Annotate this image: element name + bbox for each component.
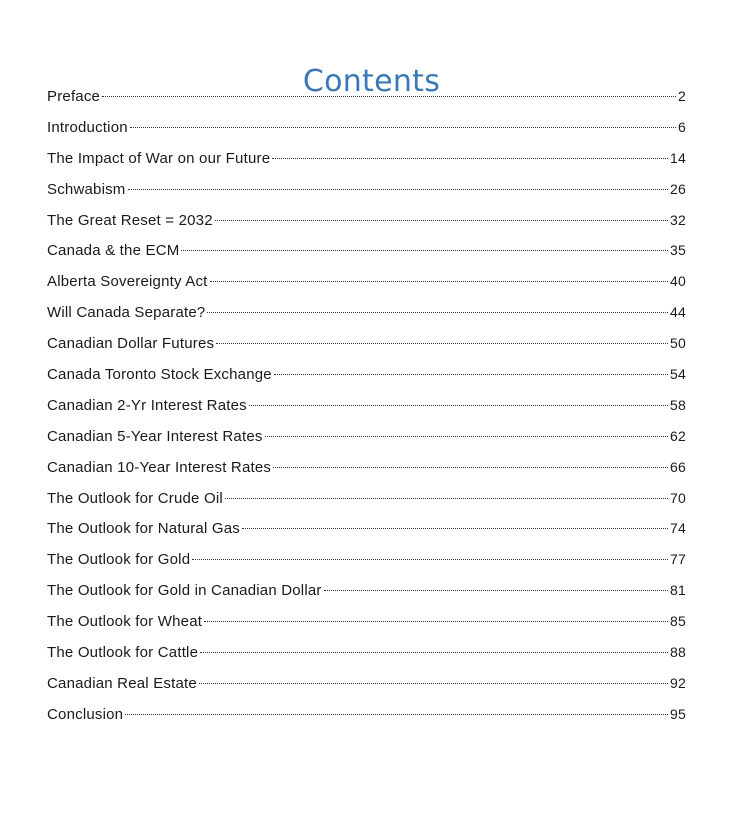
toc-entry-canadian-dollar-futures[interactable] [47, 332, 686, 363]
toc-entry-page-number: 58 [670, 396, 686, 413]
toc-entry-page-number: 35 [670, 242, 686, 259]
dot-leader [181, 250, 668, 251]
toc-entry-great-reset[interactable] [47, 209, 686, 240]
toc-entry-gold-canadian-dollar[interactable] [47, 579, 686, 610]
toc-entry-label: The Impact of War on our Future [47, 149, 271, 167]
toc-entry-label: Canada & the ECM [47, 242, 180, 260]
toc-entry-label: Conclusion [47, 705, 124, 723]
dot-leader [102, 96, 676, 97]
dot-leader [200, 652, 668, 653]
toc-entry-canadian-real-estate[interactable] [47, 672, 686, 703]
toc-entry-crude-oil[interactable] [47, 487, 686, 518]
toc-entry-label: The Outlook for Gold [47, 551, 191, 569]
toc-entry-page-number: 32 [670, 211, 686, 228]
toc-entry-label: Preface [47, 88, 101, 105]
toc-entry-2yr-interest-rates[interactable] [47, 394, 686, 425]
toc-entry-label: Canadian Real Estate [47, 674, 197, 692]
dot-leader [130, 127, 676, 128]
toc-entry-label: Introduction [47, 118, 128, 136]
table-of-contents [47, 85, 686, 734]
dot-leader [204, 621, 668, 622]
toc-entry-will-canada-separate[interactable] [47, 301, 686, 332]
dot-leader [272, 158, 668, 159]
toc-entry-page-number: 70 [670, 489, 686, 506]
dot-leader [216, 343, 668, 344]
toc-entry-label: The Outlook for Wheat [47, 613, 203, 631]
toc-entry-page-number: 85 [670, 613, 686, 630]
toc-entry-page-number: 14 [670, 149, 686, 166]
toc-entry-page-number: 92 [670, 674, 686, 691]
toc-entry-page-number: 66 [670, 458, 686, 475]
toc-entry-page-number: 62 [670, 427, 686, 444]
toc-entry-page-number: 74 [670, 520, 686, 537]
toc-entry-label: Schwabism [47, 180, 126, 198]
toc-entry-canada-ecm[interactable] [47, 239, 686, 270]
toc-entry-impact-of-war[interactable] [47, 147, 686, 178]
dot-leader [128, 189, 669, 190]
toc-entry-page-number: 44 [670, 304, 686, 321]
dot-leader [242, 528, 668, 529]
toc-entry-page-number: 40 [670, 273, 686, 290]
toc-entry-cattle[interactable] [47, 641, 686, 672]
dot-leader [125, 714, 668, 715]
toc-entry-conclusion[interactable] [47, 703, 686, 734]
toc-entry-label: Canadian 2-Yr Interest Rates [47, 396, 247, 414]
toc-entry-label: Alberta Sovereignty Act [47, 273, 208, 291]
toc-entry-introduction[interactable] [47, 116, 686, 147]
dot-leader [324, 590, 668, 591]
toc-entry-toronto-stock-exchange[interactable] [47, 363, 686, 394]
toc-entry-gold[interactable] [47, 548, 686, 579]
toc-entry-label: Canada Toronto Stock Exchange [47, 366, 272, 384]
toc-entry-page-number: 77 [670, 551, 686, 568]
dot-leader [265, 436, 668, 437]
toc-entry-page-number: 81 [670, 582, 686, 599]
toc-entry-5yr-interest-rates[interactable] [47, 425, 686, 456]
dot-leader [225, 498, 668, 499]
page-title: Contents [302, 64, 441, 100]
toc-entry-alberta-sovereignty-act[interactable] [47, 270, 686, 301]
toc-entry-label: The Outlook for Natural Gas [47, 520, 240, 538]
dot-leader [249, 405, 668, 406]
toc-entry-label: The Outlook for Cattle [47, 644, 199, 662]
toc-entry-label: Will Canada Separate? [47, 304, 206, 322]
toc-entry-page-number: 6 [678, 118, 686, 135]
toc-entry-10yr-interest-rates[interactable] [47, 456, 686, 487]
toc-entry-schwabism[interactable] [47, 178, 686, 209]
toc-entry-page-number: 50 [670, 335, 686, 352]
toc-entry-preface[interactable] [47, 85, 686, 116]
toc-entry-label: Canadian 10-Year Interest Rates [47, 458, 272, 476]
dot-leader [274, 374, 668, 375]
toc-entry-page-number: 26 [670, 180, 686, 197]
toc-entry-label: The Outlook for Gold in Canadian Dollar [47, 582, 322, 600]
toc-entry-label: The Outlook for Crude Oil [47, 489, 223, 507]
dot-leader [210, 281, 668, 282]
toc-entry-label: Canadian 5-Year Interest Rates [47, 427, 263, 445]
dot-leader [199, 683, 668, 684]
dot-leader [215, 220, 668, 221]
dot-leader [192, 559, 668, 560]
toc-entry-wheat[interactable] [47, 610, 686, 641]
toc-entry-label: Canadian Dollar Futures [47, 335, 215, 353]
toc-entry-page-number: 54 [670, 366, 686, 383]
toc-entry-natural-gas[interactable] [47, 517, 686, 548]
toc-entry-label: The Great Reset = 2032 [47, 211, 213, 229]
toc-entry-page-number: 2 [678, 88, 686, 104]
dot-leader [273, 467, 668, 468]
toc-entry-page-number: 88 [670, 644, 686, 661]
dot-leader [207, 312, 668, 313]
toc-entry-page-number: 95 [670, 705, 686, 722]
